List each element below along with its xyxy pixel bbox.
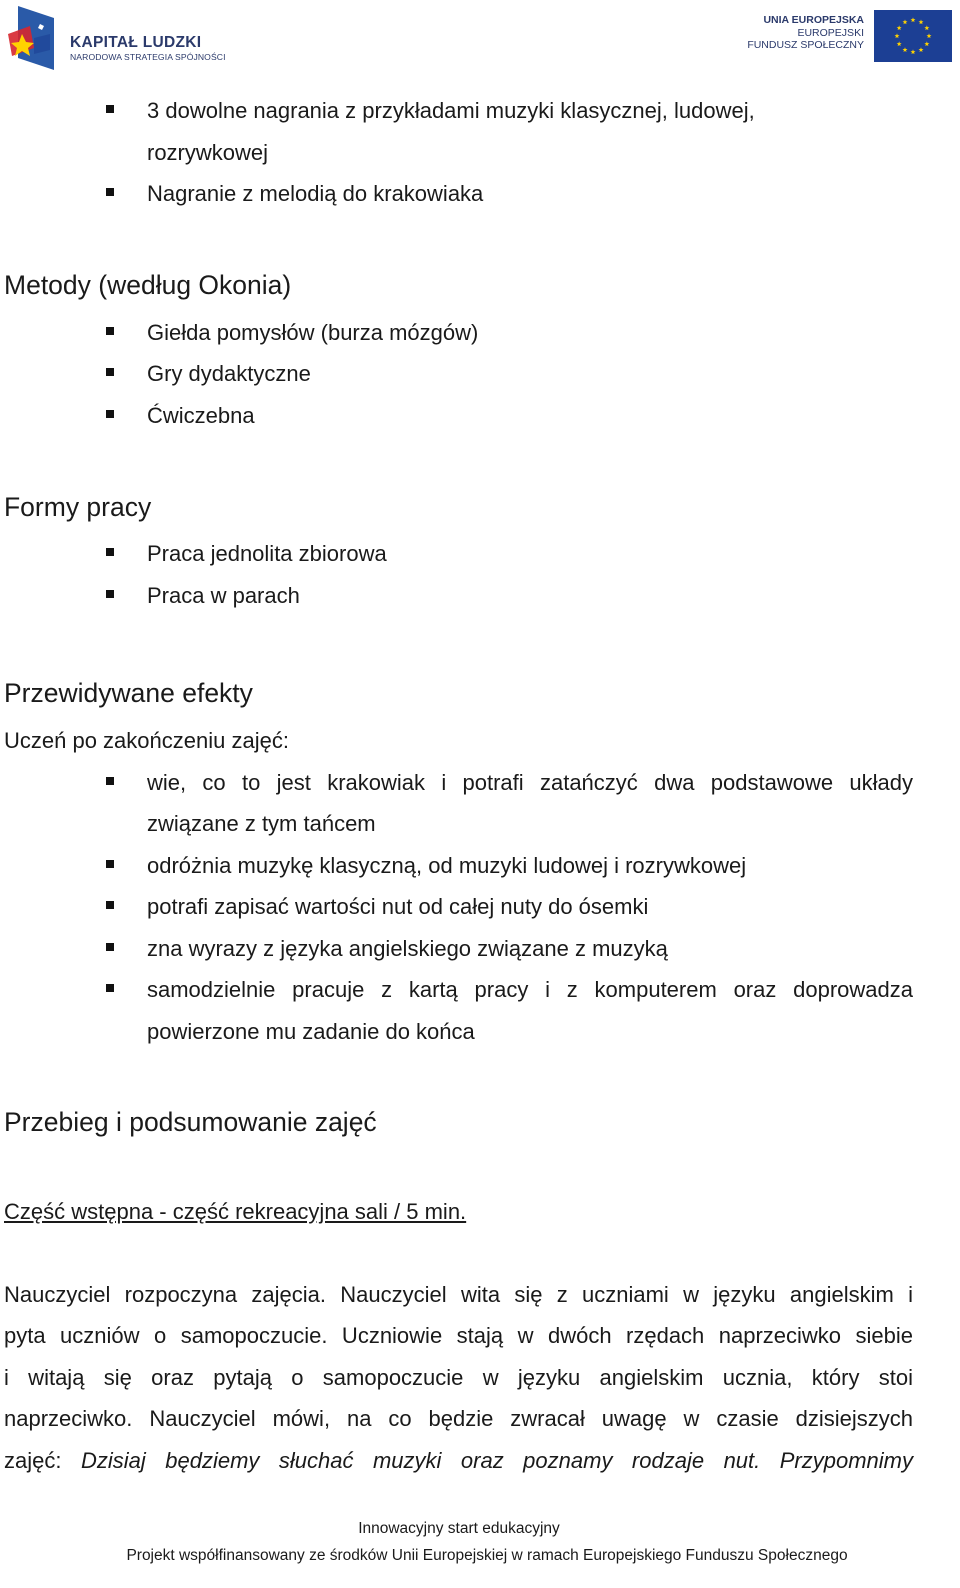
list-item: Praca jednolita zbiorowa xyxy=(147,541,387,566)
bullet-icon xyxy=(106,188,114,196)
bullet-icon xyxy=(106,901,114,909)
kapital-ludzki-logo xyxy=(4,4,234,74)
bullet-icon xyxy=(106,860,114,868)
kapital-ludzki-title: KAPITAŁ LUDZKI xyxy=(70,34,202,51)
list-item: odróżnia muzykę klasyczną, od muzyki ludowej i rozrywkowej xyxy=(147,853,747,878)
list-item: wie, co to jest krakowiak i potrafi zatańczyć dwa podstawowe układy xyxy=(147,770,913,795)
paragraph-line: naprzeciwko. Nauczyciel mówi, na co będzie zwracał uwagę w czasie dzisiejszych xyxy=(4,1406,913,1431)
section-heading-methods: Metody (według Okonia) xyxy=(4,270,292,300)
bullet-icon xyxy=(106,410,114,418)
paragraph-line: i witają się oraz pytają o samopoczucie w języku angielskim ucznia, który stoi xyxy=(4,1365,913,1390)
page-header xyxy=(0,0,960,80)
bullet-icon xyxy=(106,943,114,951)
list-item: Giełda pomysłów (burza mózgów) xyxy=(147,320,479,345)
section-heading-forms: Formy pracy xyxy=(4,492,152,522)
eu-logo-text xyxy=(747,14,864,52)
list-item: Nagranie z melodią do krakowiaka xyxy=(147,181,484,206)
bullet-icon xyxy=(106,777,114,785)
effects-intro: Uczeń po zakończeniu zajęć: xyxy=(4,728,289,753)
list-item: samodzielnie pracuje z kartą pracy i z komputerem oraz doprowadza xyxy=(147,977,913,1002)
paragraph-line: pyta uczniów o samopoczucie. Uczniowie stają w dwóch rzędach naprzeciwko siebie xyxy=(4,1323,913,1348)
list-item-continuation: powierzone mu zadanie do końca xyxy=(147,1019,475,1044)
bullet-icon xyxy=(106,590,114,598)
list-item: potrafi zapisać wartości nut od całej nuty do ósemki xyxy=(147,894,649,919)
bullet-icon xyxy=(106,984,114,992)
eu-line-3: FUNDUSZ SPOŁECZNY xyxy=(747,39,864,51)
subsection-heading: Część wstępna - część rekreacyjna sali / 5 min. xyxy=(4,1199,467,1224)
list-item: 3 dowolne nagrania z przykładami muzyki klasycznej, ludowej, xyxy=(147,98,755,123)
section-heading-course: Przebieg i podsumowanie zajęć xyxy=(4,1107,377,1137)
bullet-icon xyxy=(106,327,114,335)
bullet-icon xyxy=(106,368,114,376)
footer-project-name: Innowacyjny start edukacyjny xyxy=(358,1520,560,1537)
list-item: Gry dydaktyczne xyxy=(147,361,311,386)
eu-flag-icon xyxy=(874,10,952,62)
italic-quote: Dzisiaj będziemy słuchać muzyki oraz poznamy rodzaje nut. Przypomnimy xyxy=(80,1448,913,1473)
kapital-ludzki-emblem-icon xyxy=(4,4,64,74)
footer-funding-note: Projekt współfinansowany ze środków Unii Europejskiej w ramach Europejskiego Funduszu Społecznego xyxy=(126,1547,848,1564)
list-item-continuation: związane z tym tańcem xyxy=(147,811,376,836)
bullet-icon xyxy=(106,105,114,113)
bullet-icon xyxy=(106,548,114,556)
paragraph-line: Nauczyciel rozpoczyna zajęcia. Nauczyciel wita się z uczniami w języku angielskim i xyxy=(4,1282,913,1307)
list-item: Ćwiczebna xyxy=(147,403,255,428)
eu-line-2: EUROPEJSKI xyxy=(797,26,864,39)
list-item: zna wyrazy z języka angielskiego związane z muzyką xyxy=(147,936,668,961)
section-heading-effects: Przewidywane efekty xyxy=(4,678,253,708)
kapital-ludzki-subtitle: NARODOWA STRATEGIA SPÓJNOŚCI xyxy=(70,52,226,62)
list-item-continuation: rozrywkowej xyxy=(147,140,269,165)
eu-line-1: UNIA EUROPEJSKA xyxy=(763,14,864,26)
paragraph-line: zajęć: Dzisiaj będziemy słuchać muzyki oraz poznamy rodzaje nut. Przypomnimy xyxy=(4,1448,913,1473)
list-item: Praca w parach xyxy=(147,583,300,608)
